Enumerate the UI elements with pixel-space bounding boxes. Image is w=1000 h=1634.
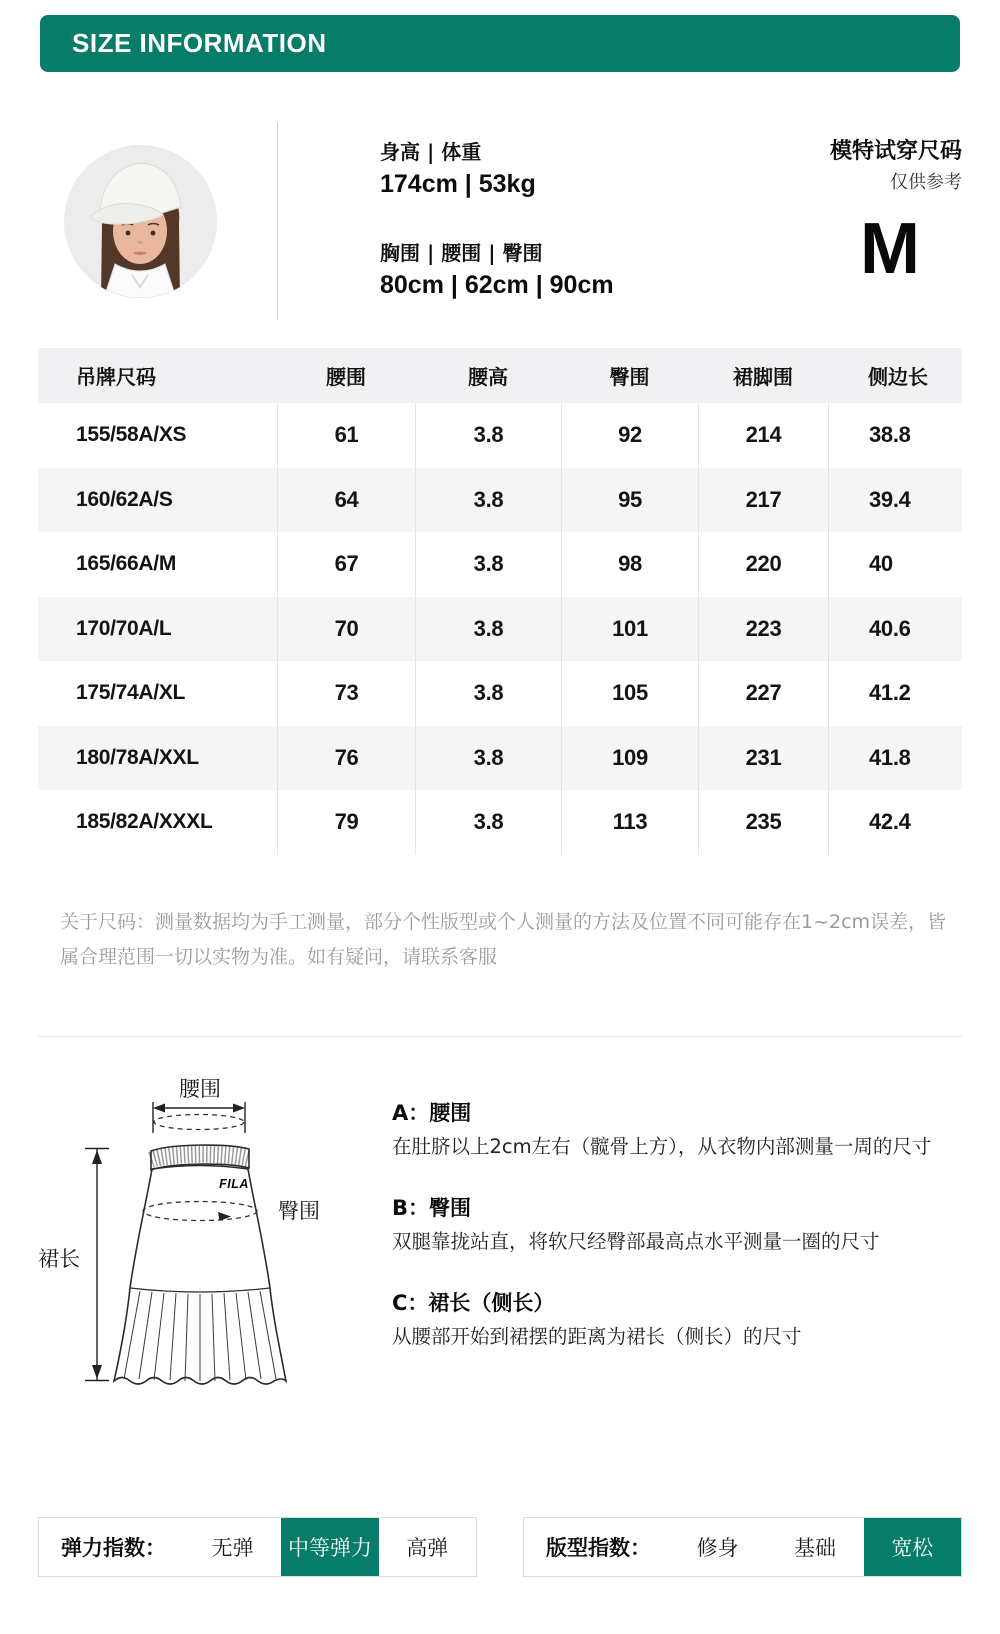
table-cell: 73 (277, 661, 415, 726)
guide-block-hip (392, 1197, 937, 1255)
column-header: 吊牌尺码 (76, 365, 156, 389)
guide-heading: B：臀围 (392, 1196, 472, 1220)
elasticity-option-none: 无弹 (211, 1536, 254, 1560)
model-photo (64, 145, 217, 298)
table-cell: 165/66A/M (76, 552, 177, 576)
fit-index-box (523, 1517, 962, 1577)
table-cell: 39.4 (828, 468, 962, 533)
table-row (38, 468, 962, 533)
table-cell: 223 (698, 597, 828, 662)
brand-logo: FILA (219, 1177, 249, 1191)
table-cell: 185/82A/XXXL (76, 810, 213, 834)
elasticity-index-label: 弹力指数： (61, 1536, 166, 1560)
size-table-header-row (38, 348, 962, 403)
table-cell: 170/70A/L (76, 616, 172, 640)
vertical-divider (277, 122, 278, 320)
table-cell: 3.8 (415, 790, 561, 855)
guide-body: 在肚脐以上2cm左右（髋骨上方），从衣物内部测量一周的尺寸 (392, 1135, 932, 1158)
model-portrait-illustration (64, 145, 217, 298)
table-cell: 109 (561, 726, 698, 791)
table-cell: 3.8 (415, 661, 561, 726)
elasticity-option-high: 高弹 (406, 1536, 449, 1560)
table-cell: 95 (561, 468, 698, 533)
table-cell: 155/58A/XS (76, 423, 187, 447)
table-cell: 3.8 (415, 468, 561, 533)
table-cell: 42.4 (828, 790, 962, 855)
table-cell: 235 (698, 790, 828, 855)
fitting-size-value: M (860, 209, 920, 289)
table-cell: 101 (561, 597, 698, 662)
table-cell: 92 (561, 403, 698, 468)
elasticity-index-box (38, 1517, 477, 1577)
guide-body: 双腿靠拢站直，将软尺经臀部最高点水平测量一圈的尺寸 (392, 1230, 880, 1253)
table-cell: 40 (828, 532, 962, 597)
measurements-value: 80cm | 62cm | 90cm (380, 271, 614, 299)
table-cell: 3.8 (415, 597, 561, 662)
table-cell: 38.8 (828, 403, 962, 468)
column-header: 臀围 (609, 365, 650, 389)
diagram-length-label: 裙长 (38, 1247, 80, 1271)
table-cell: 105 (561, 661, 698, 726)
table-cell: 40.6 (828, 597, 962, 662)
elasticity-option-medium-selected: 中等弹力 (281, 1518, 378, 1576)
table-cell: 3.8 (415, 532, 561, 597)
guide-block-waist (392, 1102, 937, 1160)
table-cell: 217 (698, 468, 828, 533)
fitting-size-label: 模特试穿尺码 (829, 139, 962, 164)
column-header: 腰围 (326, 365, 366, 389)
table-cell: 64 (277, 468, 415, 533)
skirt-measurement-diagram (30, 1045, 360, 1390)
guide-heading: C：裙长（侧长） (392, 1291, 555, 1315)
table-row (38, 790, 962, 855)
guide-body: 从腰部开始到裙摆的距离为裙长（侧长）的尺寸 (392, 1325, 802, 1348)
column-header: 裙脚围 (733, 365, 793, 389)
table-row (38, 661, 962, 726)
column-header: 腰高 (468, 365, 508, 389)
table-cell: 76 (277, 726, 415, 791)
section-divider (38, 1036, 962, 1037)
size-note: 关于尺码：测量数据均为手工测量，部分个性版型或个人测量的方法及位置不同可能存在1~2cm误差，皆属合理范围一切以实物为准。如有疑问，请联系客服 (60, 911, 947, 968)
diagram-waist-label: 腰围 (179, 1077, 221, 1101)
measure-guide (392, 1102, 937, 1387)
table-cell: 214 (698, 403, 828, 468)
fit-option-loose-selected: 宽松 (864, 1518, 961, 1576)
measurements-label: 胸围 | 腰围 | 臀围 (380, 241, 543, 265)
table-cell: 41.2 (828, 661, 962, 726)
table-cell: 175/74A/XL (76, 681, 186, 705)
table-cell: 3.8 (415, 403, 561, 468)
table-cell: 113 (561, 790, 698, 855)
table-row (38, 726, 962, 791)
table-cell: 3.8 (415, 726, 561, 791)
fit-option-slim: 修身 (696, 1536, 739, 1560)
size-table (38, 348, 962, 855)
diagram-hip-label: 臀围 (278, 1199, 320, 1223)
table-cell: 160/62A/S (76, 487, 173, 511)
guide-block-length (392, 1292, 937, 1350)
table-row (38, 532, 962, 597)
table-cell: 98 (561, 532, 698, 597)
table-cell: 220 (698, 532, 828, 597)
fitting-size-note: 仅供参考 (890, 172, 962, 193)
table-row (38, 597, 962, 662)
guide-heading: A：腰围 (392, 1101, 472, 1125)
fit-index-label: 版型指数： (546, 1536, 651, 1560)
fitting-size-block (829, 138, 962, 289)
fit-option-basic: 基础 (793, 1536, 836, 1560)
table-cell: 227 (698, 661, 828, 726)
table-cell: 231 (698, 726, 828, 791)
model-stats (380, 140, 614, 300)
table-row (38, 403, 962, 468)
table-cell: 70 (277, 597, 415, 662)
height-weight-label: 身高 | 体重 (380, 140, 482, 164)
table-cell: 41.8 (828, 726, 962, 791)
table-cell: 67 (277, 532, 415, 597)
page-title: SIZE INFORMATION (40, 15, 960, 72)
height-weight-value: 174cm | 53kg (380, 170, 536, 198)
column-header: 侧边长 (868, 365, 928, 389)
table-cell: 61 (277, 403, 415, 468)
table-cell: 79 (277, 790, 415, 855)
table-cell: 180/78A/XXL (76, 745, 199, 769)
